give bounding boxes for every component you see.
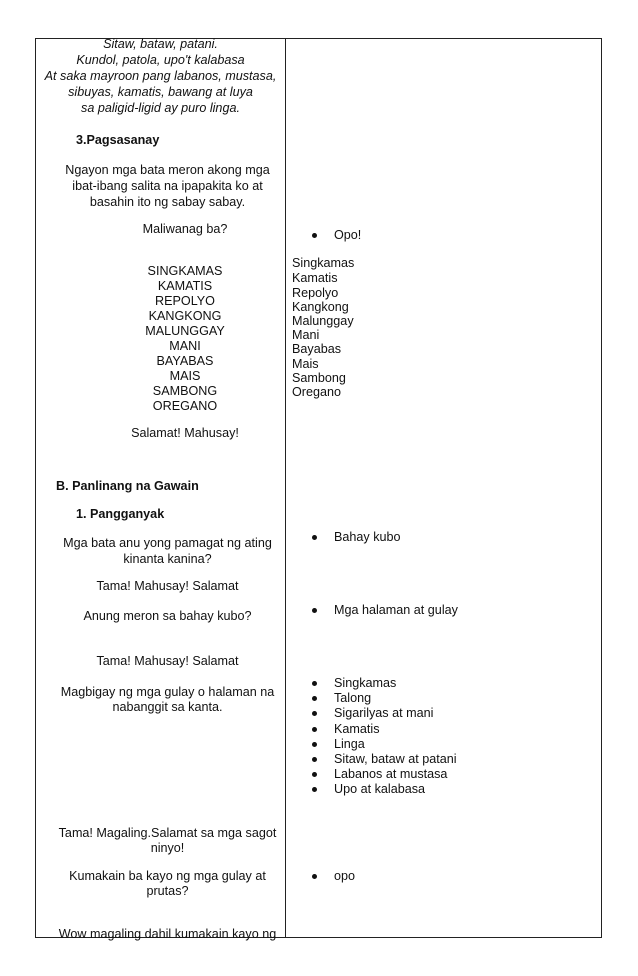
question-line: kinanta kanina? [123,552,212,566]
answer-word: Repolyo [292,286,339,300]
answer-word: Kamatis [292,271,338,285]
question-line: prutas? [146,884,189,898]
question-line: nabanggit sa kanta. [112,700,223,714]
question-line: Mga bata anu yong pamagat ng ating [63,536,272,550]
word-item: SAMBONG [152,384,218,398]
bullet-icon [312,772,317,777]
word-item: MANI [169,339,201,353]
bullet-icon [312,608,317,613]
answer-word: Mani [292,328,320,342]
praise-text: Tama! Mahusay! Salamat [96,579,239,593]
section-heading: 3.Pagsasanay [76,133,160,147]
question-line: Magbigay ng mga gulay o halaman na [60,685,275,699]
word-item: OREGANO [152,399,218,413]
bullet-icon [312,874,317,879]
answer-word: Sambong [292,371,346,385]
answer-word: Bayabas [292,342,342,356]
word-item: REPOLYO [155,294,215,308]
instruction-line: Ngayon mga bata meron akong mga [65,163,270,177]
bullet-icon [312,233,317,238]
question-line: Wow magaling dahil kumakain kayo ng [58,927,277,941]
bullet-icon [312,681,317,686]
answer-word: Singkamas [292,256,355,270]
bullet-icon [312,742,317,747]
bullet-icon [312,757,317,762]
word-item: MALUNGGAY [145,324,225,338]
word-item: MAIS [169,369,201,383]
bullet-icon [312,787,317,792]
answer-word: Malunggay [292,314,354,328]
section-heading: B. Panlinang na Gawain [56,479,199,493]
sub-heading: 1. Pangganyak [76,507,165,521]
poem-line: sibuyas, kamatis, bawang at luya [68,85,253,99]
word-item: SINGKAMAS [147,264,223,278]
instruction-line: basahin ito ng sabay sabay. [89,195,246,209]
poem-line: sa paligid-ligid ay puro linga. [81,101,240,115]
poem-line: Kundol, patola, upo't kalabasa [76,53,245,67]
word-item: KAMATIS [157,279,213,293]
question-line: Kumakain ba kayo ng mga gulay at [69,869,266,883]
word-item: KANGKONG [148,309,222,323]
praise-line: ninyo! [150,841,185,855]
instruction-line: ibat-ibang salita na ipapakita ko at [72,179,263,193]
bullet-icon [312,727,317,732]
praise-text: Salamat! Mahusay! [131,426,239,440]
column-divider [285,38,286,938]
praise-text: Tama! Mahusay! Salamat [96,654,239,668]
question-text: Maliwanag ba? [142,222,228,236]
poem-line: At saka mayroon pang labanos, mustasa, [44,69,277,83]
praise-line: Tama! Magaling.Salamat sa mga sagot [58,826,277,840]
word-item: BAYABAS [156,354,214,368]
bullet-icon [312,535,317,540]
answer-word: Oregano [292,385,342,399]
bullet-icon [312,711,317,716]
answer-word: Kangkong [292,300,349,314]
poem-line: Sitaw, bataw, patani. [103,37,218,51]
answer-word: Mais [292,357,319,371]
bullet-icon [312,696,317,701]
question-line: Anung meron sa bahay kubo? [83,609,252,623]
